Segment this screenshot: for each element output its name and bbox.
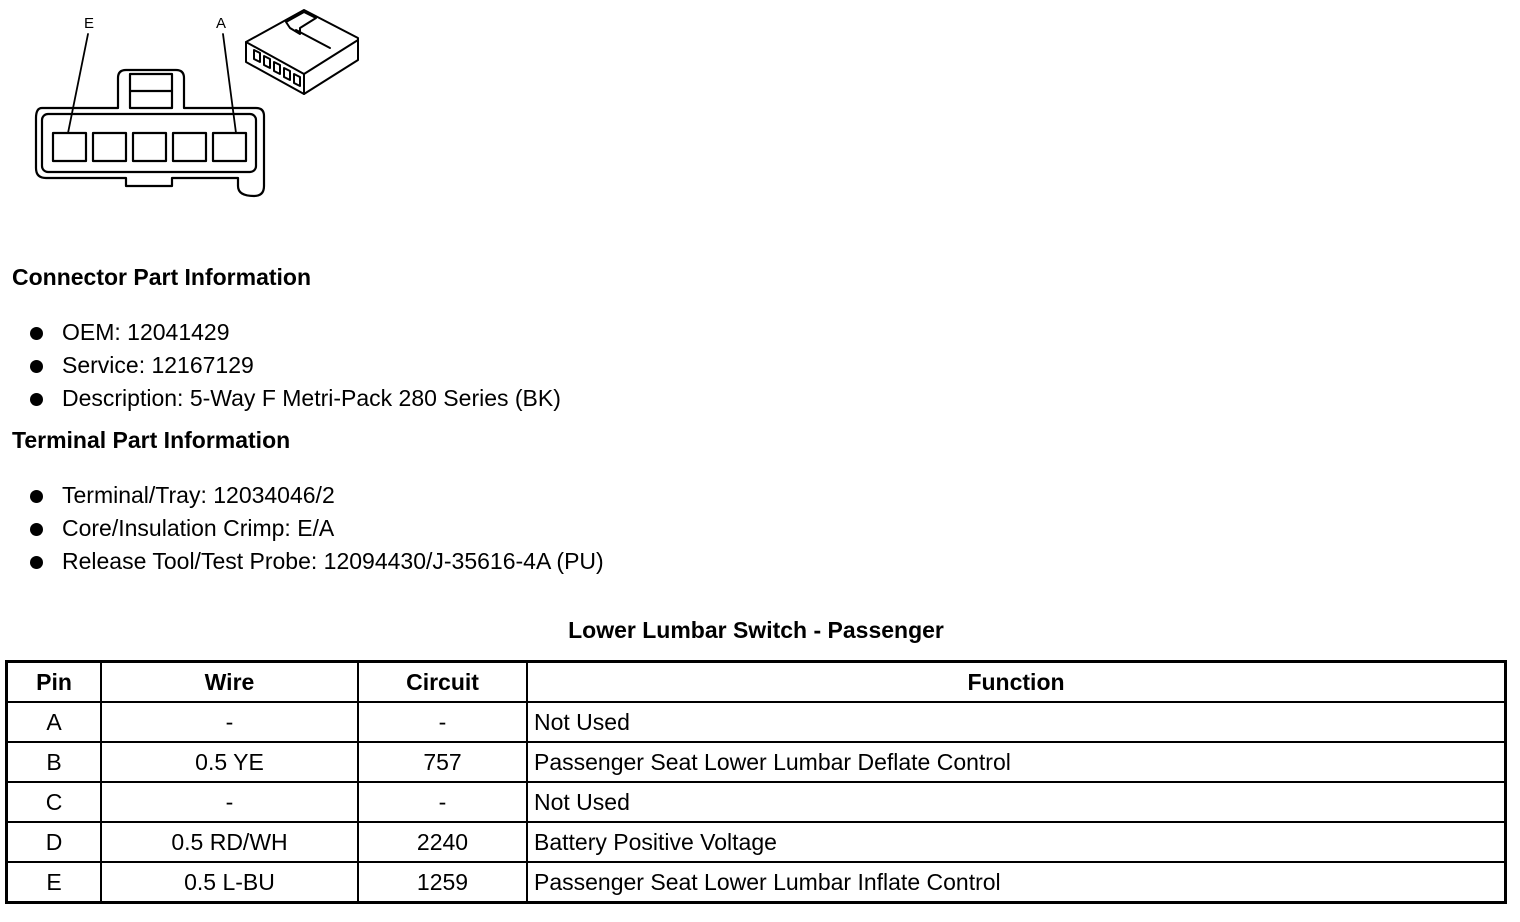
table-header-row [7, 662, 1506, 703]
header-pin: Pin [7, 662, 102, 703]
cell-pin: D [7, 822, 102, 862]
list-item [0, 547, 604, 580]
cell-function: Passenger Seat Lower Lumbar Inflate Control [527, 862, 1506, 903]
list-item [0, 351, 561, 384]
cell-function: Not Used [527, 702, 1506, 742]
cell-wire: 0.5 RD/WH [101, 822, 358, 862]
list-item-text: Core/Insulation Crimp: E/A [62, 515, 335, 541]
list-item [0, 318, 561, 351]
cell-function: Battery Positive Voltage [527, 822, 1506, 862]
cell-circuit: - [358, 782, 527, 822]
table-row [7, 742, 1506, 782]
leader-line-e [68, 34, 88, 133]
cavity-b [173, 133, 206, 161]
list-item-text: Release Tool/Test Probe: 12094430/J-35616-4A (PU) [62, 548, 604, 574]
connector-diagram [0, 0, 380, 210]
cell-function: Passenger Seat Lower Lumbar Deflate Control [527, 742, 1506, 782]
pinout-table [5, 660, 1507, 904]
list-item-text: OEM: 12041429 [62, 319, 230, 345]
cavity-c [133, 133, 166, 161]
leader-line-a [223, 34, 236, 133]
connector-part-info-heading: Connector Part Information [12, 264, 312, 290]
bullet-icon [30, 327, 43, 340]
cavity-a [213, 133, 246, 161]
list-item [0, 514, 604, 547]
table-title: Lower Lumbar Switch - Passenger [568, 617, 944, 643]
cavity-d [93, 133, 126, 161]
list-item-text: Service: 12167129 [62, 352, 254, 378]
cell-pin: A [7, 702, 102, 742]
cell-circuit: 2240 [358, 822, 527, 862]
cell-wire: 0.5 L-BU [101, 862, 358, 903]
cell-circuit: 1259 [358, 862, 527, 903]
cell-pin: C [7, 782, 102, 822]
bullet-icon [30, 360, 43, 373]
cell-wire: - [101, 782, 358, 822]
terminal-part-info-list [0, 481, 604, 580]
bullet-icon [30, 523, 43, 536]
header-function: Function [527, 662, 1506, 703]
cell-circuit: 757 [358, 742, 527, 782]
table-row [7, 702, 1506, 742]
table-row [7, 782, 1506, 822]
connector-isometric-view [246, 10, 358, 94]
pin-label-e: E [84, 15, 95, 32]
table-row [7, 862, 1506, 903]
cavity-e [53, 133, 86, 161]
cell-wire: 0.5 YE [101, 742, 358, 782]
header-circuit: Circuit [358, 662, 527, 703]
list-item-text: Description: 5-Way F Metri-Pack 280 Series (BK) [62, 385, 561, 411]
bullet-icon [30, 556, 43, 569]
connector-inner-outline [42, 114, 256, 172]
terminal-part-info-heading: Terminal Part Information [12, 427, 291, 453]
cell-pin: B [7, 742, 102, 782]
list-item [0, 481, 604, 514]
bullet-icon [30, 393, 43, 406]
cell-circuit: - [358, 702, 527, 742]
cell-pin: E [7, 862, 102, 903]
bullet-icon [30, 490, 43, 503]
cell-function: Not Used [527, 782, 1506, 822]
pin-label-a: A [216, 15, 227, 32]
table-row [7, 822, 1506, 862]
list-item [0, 384, 561, 417]
list-item-text: Terminal/Tray: 12034046/2 [62, 482, 335, 508]
header-wire: Wire [101, 662, 358, 703]
cell-wire: - [101, 702, 358, 742]
connector-part-info-list [0, 318, 561, 417]
